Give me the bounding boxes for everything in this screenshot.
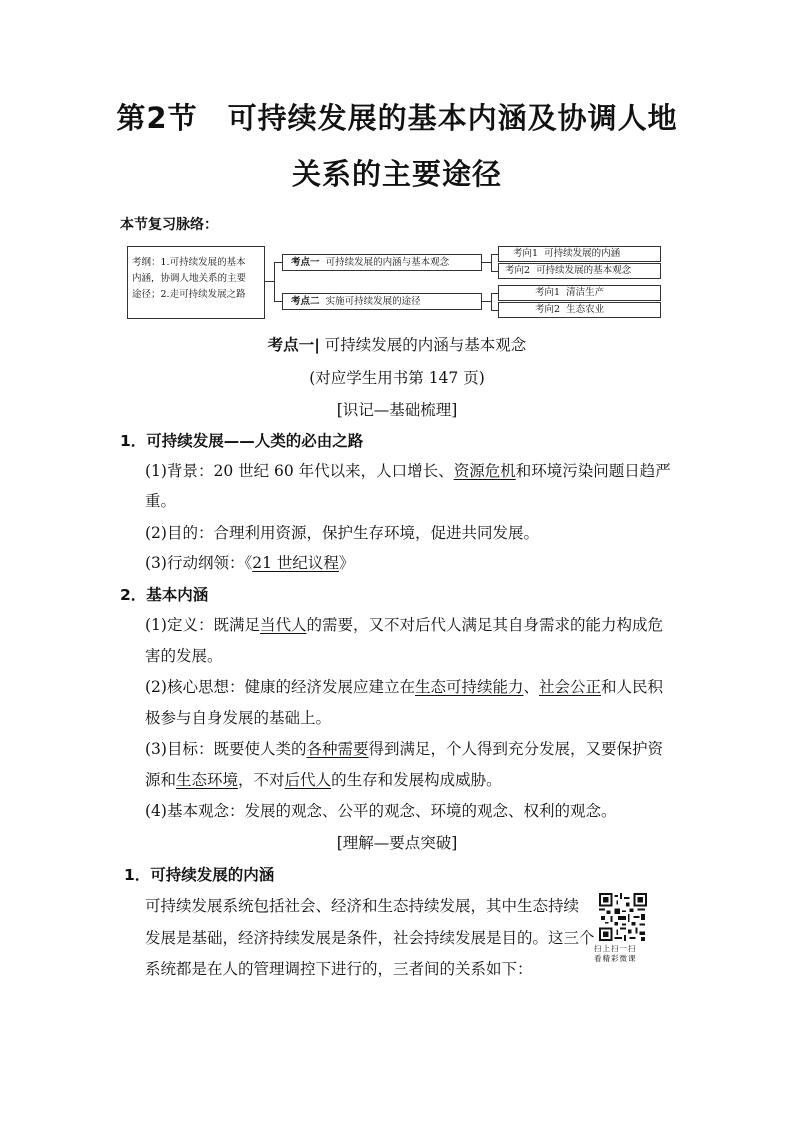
connector — [491, 271, 498, 272]
kaodian-1-prefix: 考点一 — [291, 257, 320, 268]
connector — [274, 262, 282, 263]
p1-background-cont: 重。 — [145, 492, 177, 510]
connector — [491, 293, 498, 294]
kaoxiang-4-prefix: 考向2 — [535, 304, 561, 315]
page-title-line1: 第2节 可持续发展的基本内涵及协调人地 — [116, 101, 678, 135]
connector — [491, 254, 492, 271]
kaoxiang-2-prefix: 考向2 — [505, 265, 531, 276]
review-label: 本节复习脉络： — [120, 217, 218, 233]
connector — [274, 301, 282, 302]
p1-plan-underlined: 21 世纪议程 — [252, 554, 339, 572]
kaodian-1-text: 可持续发展的内涵与基本观念 — [325, 257, 450, 268]
connector — [491, 293, 492, 310]
p2-core-cont: 极参与自身发展的基础上。 — [145, 709, 332, 727]
p3-heading: 1．可持续发展的内涵 — [124, 866, 275, 884]
connector — [482, 262, 491, 263]
section-heading-text: 可持续发展的内涵与基本观念 — [324, 336, 527, 354]
p1-plan — [145, 551, 354, 573]
p3-line-2: 发展是基础，经济持续发展是条件，社会持续发展是目的。这三个 — [145, 929, 595, 947]
outline-line-1: 考纲：1.可持续发展的基本 — [132, 257, 246, 268]
p3-line-1: 可持续发展系统包括社会、经济和生态持续发展，其中生态持续 — [145, 897, 580, 915]
subheading-memorize: [识记—基础梳理] — [336, 401, 458, 419]
p2-definition-cont: 害的发展。 — [145, 647, 223, 665]
kaoxiang-2-text: 可持续发展的基本观念 — [536, 265, 632, 276]
p2-aim-underlined-3: 后代人 — [284, 771, 332, 789]
p2-aim-underlined-1: 各种需要 — [306, 740, 369, 758]
kaodian-1-box — [282, 254, 482, 271]
qr-caption-1: 扫上扫一扫 — [594, 944, 637, 953]
connector — [482, 301, 491, 302]
p2-core — [145, 675, 663, 697]
kaoxiang-1-text: 可持续发展的内涵 — [544, 248, 621, 259]
p1-bg-text-a: (1)背景：20 世纪 60 年代以来，人口增长、 — [145, 462, 454, 480]
p2-core-c: 和人民积 — [601, 678, 664, 696]
qr-code-icon[interactable] — [599, 893, 647, 941]
connector — [274, 262, 275, 301]
p1-goal: (2)目的：合理利用资源，保护生存环境，促进共同发展。 — [145, 524, 539, 542]
p2-def-underlined: 当代人 — [259, 616, 307, 634]
outline-line-2: 内涵，协调人地关系的主要 — [132, 273, 247, 284]
p2-aim-underlined-2: 生态环境 — [176, 771, 239, 789]
p2-aim — [145, 737, 663, 759]
p2-aim-d: ，不对 — [238, 771, 285, 789]
p2-core-underlined-1: 生态可持续能力 — [414, 678, 524, 696]
kaoxiang-1-prefix: 考向1 — [513, 248, 539, 259]
p2-aim-e: 的生存和发展构成威胁。 — [331, 771, 502, 789]
kaodian-2-text: 实施可持续发展的途径 — [325, 296, 421, 307]
p1-bg-underlined: 资源危机 — [453, 462, 516, 480]
subheading-understand: [理解—要点突破] — [336, 834, 458, 852]
outline-box — [127, 246, 265, 319]
kaodian-2-prefix: 考点二 — [291, 296, 320, 307]
p3-line-3: 系统都是在人的管理调控下进行的，三者间的关系如下： — [145, 960, 533, 978]
p2-aim-cont — [145, 768, 502, 790]
p1-background — [145, 459, 671, 481]
p2-aim-c: 源和 — [145, 771, 177, 789]
p1-plan-a: (3)行动纲领：《 — [145, 554, 253, 572]
section-ref: (对应学生用书第 147 页) — [309, 369, 485, 387]
p2-aim-b: 得到满足，个人得到充分发展，又要保护资 — [368, 740, 663, 758]
p2-aim-a: (3)目标：既要使人类的 — [145, 740, 307, 758]
connector — [491, 254, 498, 255]
p1-heading: 1．可持续发展——人类的必由之路 — [120, 432, 364, 450]
kaoxiang-2-box — [498, 263, 661, 279]
p2-core-underlined-2: 社会公正 — [539, 678, 602, 696]
qr-caption-2: 看精彩微课 — [594, 954, 637, 963]
kaodian-2-box — [282, 293, 482, 310]
p1-plan-b: 》 — [338, 554, 355, 572]
kaoxiang-4-text: 生态农业 — [566, 304, 605, 315]
kaoxiang-4-box — [498, 302, 661, 318]
p2-definition — [145, 613, 663, 635]
p1-bg-text-b: 和环境污染问题日趋严 — [515, 462, 671, 480]
kaoxiang-1-box — [498, 246, 661, 262]
page-title-line2: 关系的主要途径 — [291, 157, 502, 191]
section-heading-prefix: 考点一 — [267, 336, 315, 354]
p2-core-a: (2)核心思想：健康的经济发展应建立在 — [145, 678, 415, 696]
section-heading-sep: | — [314, 336, 320, 354]
p2-def-b: 的需要，又不对后代人满足其自身需求的能力构成危 — [306, 616, 663, 634]
kaoxiang-3-box — [498, 285, 661, 301]
connector — [265, 281, 274, 282]
kaoxiang-3-text: 清洁生产 — [566, 287, 605, 298]
p2-heading: 2．基本内涵 — [120, 586, 209, 604]
kaoxiang-3-prefix: 考向1 — [535, 287, 561, 298]
outline-line-3: 途径；2.走可持续发展之路 — [132, 289, 246, 300]
section-heading — [0, 333, 794, 355]
p2-core-b: 、 — [523, 678, 539, 696]
p2-def-a: (1)定义：既满足 — [145, 616, 260, 634]
p2-view: (4)基本观念：发展的观念、公平的观念、环境的观念、权利的观念。 — [145, 802, 617, 820]
connector — [491, 310, 498, 311]
